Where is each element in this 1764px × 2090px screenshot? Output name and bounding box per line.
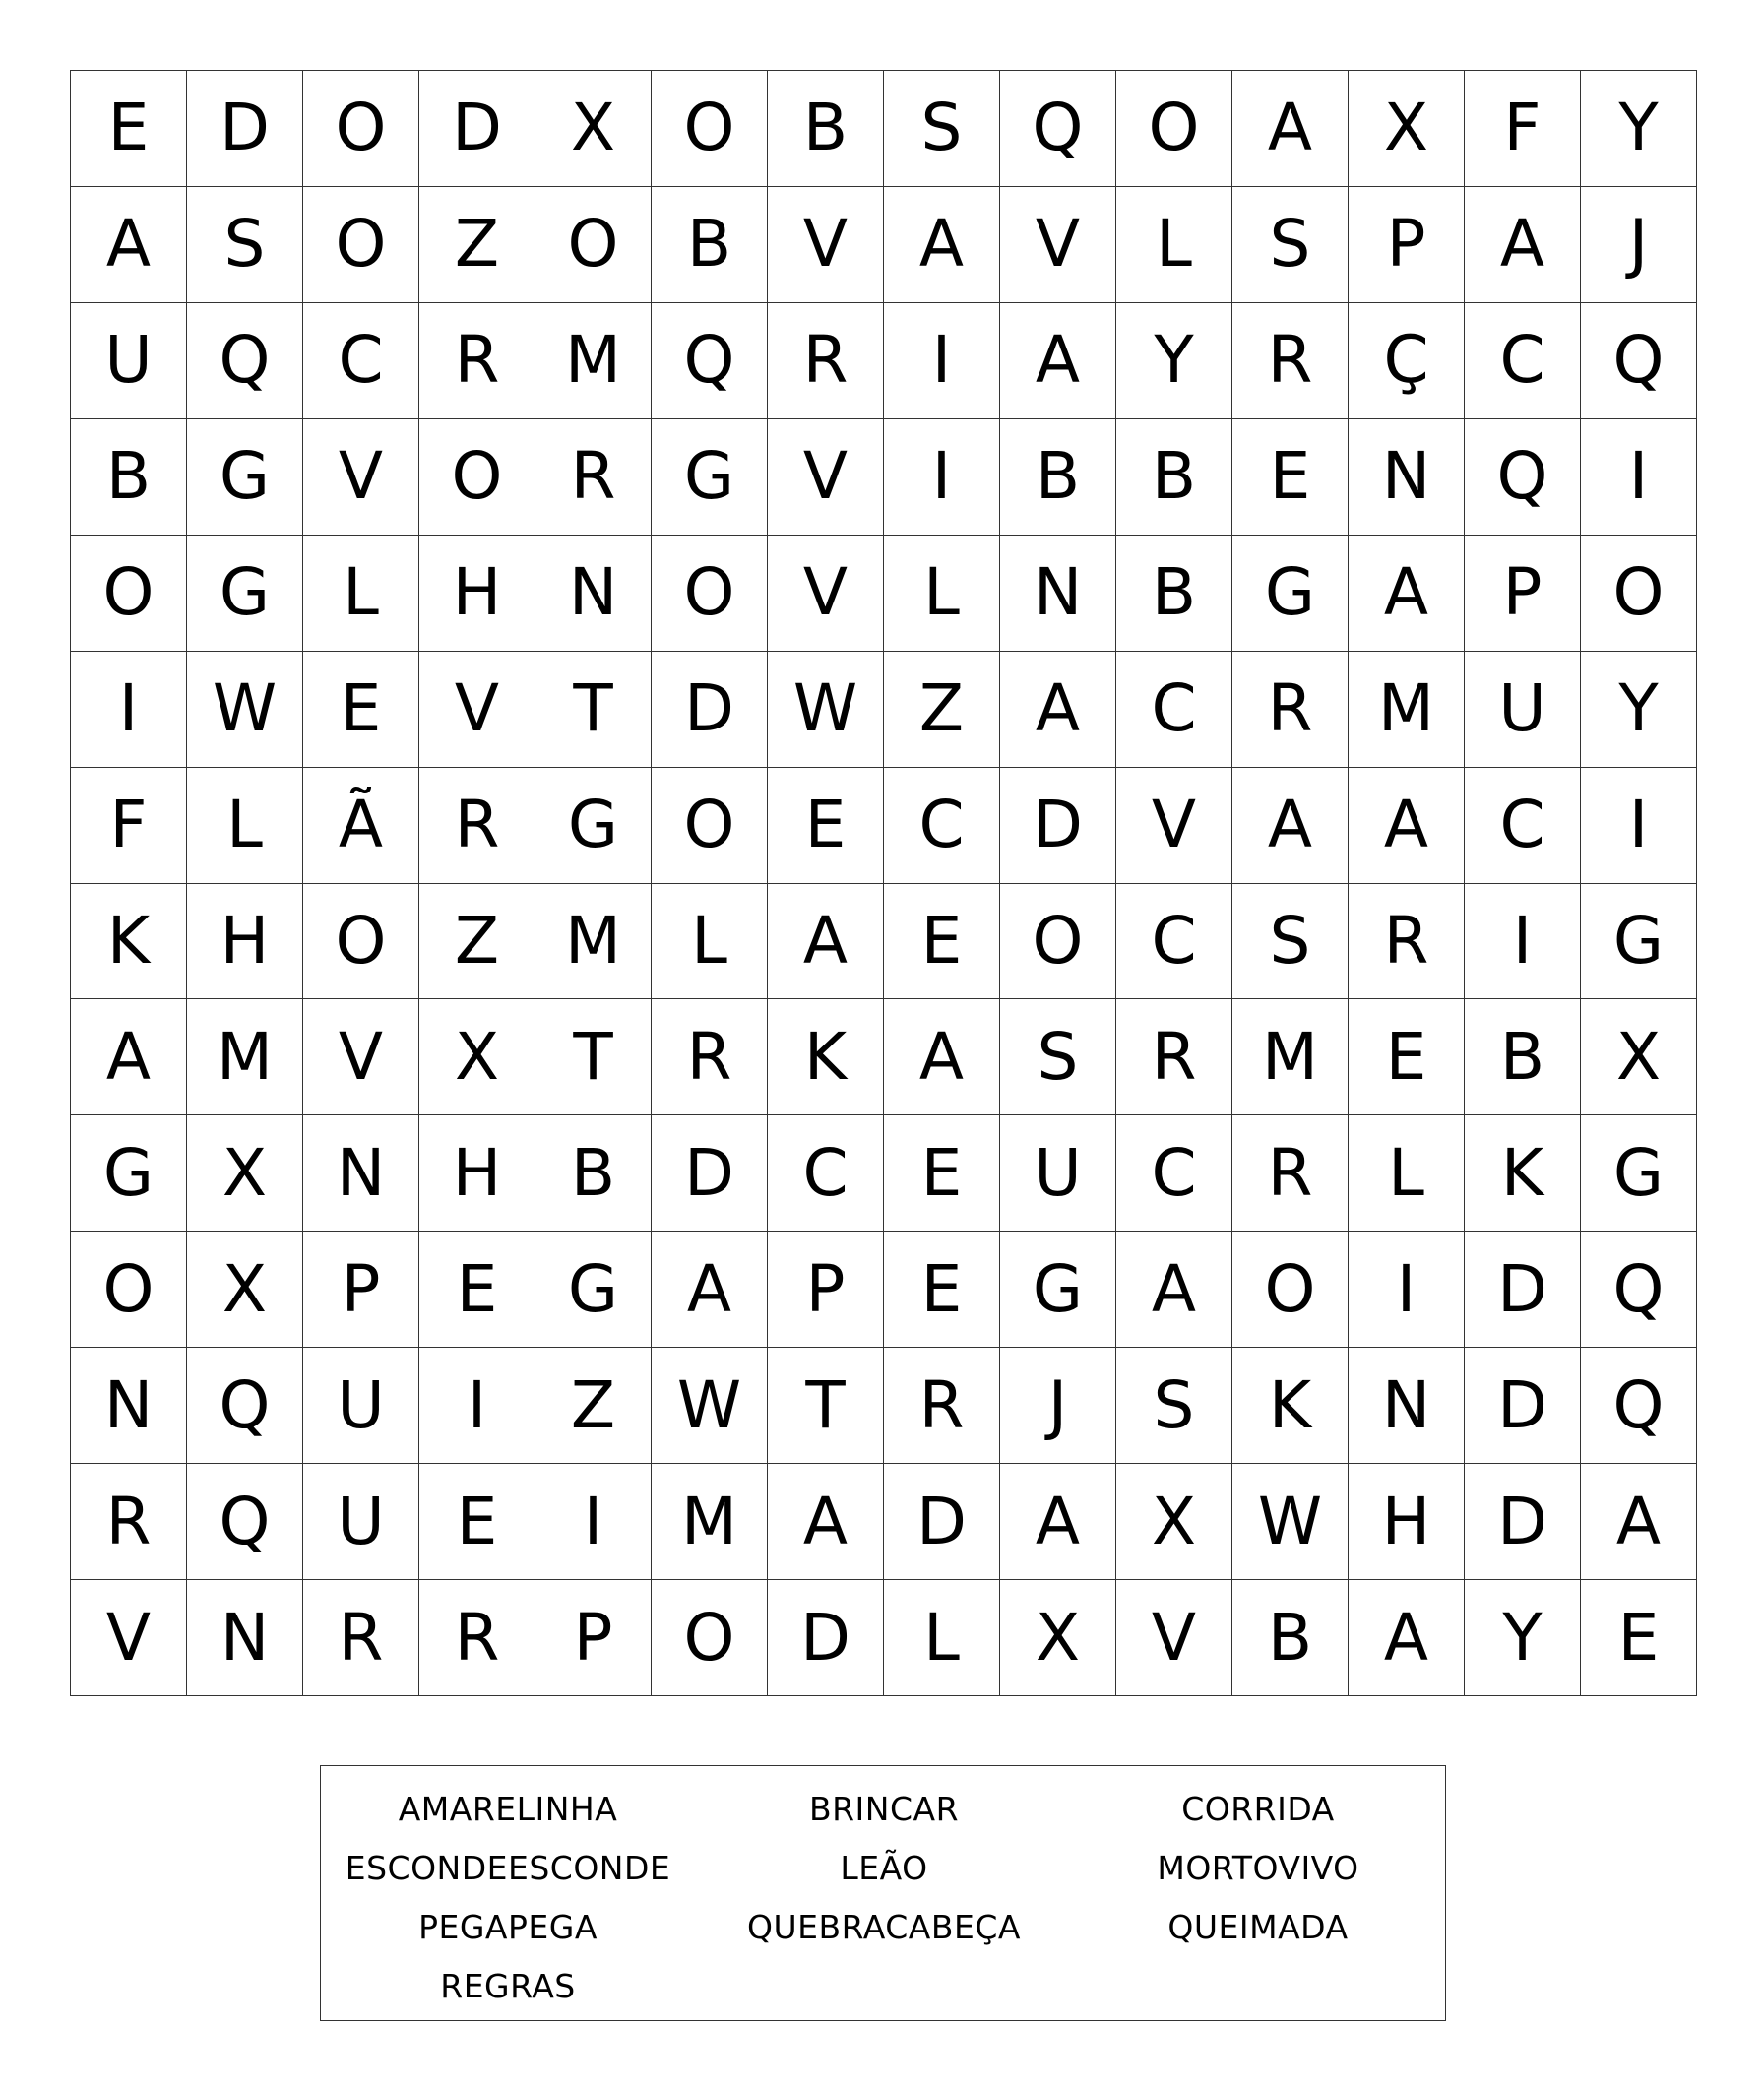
grid-cell[interactable]: D xyxy=(884,1464,1000,1580)
grid-cell[interactable]: L xyxy=(884,1580,1000,1696)
grid-cell[interactable]: H xyxy=(187,884,303,1000)
grid-cell[interactable]: E xyxy=(419,1464,536,1580)
grid-cell[interactable]: B xyxy=(1000,419,1116,536)
grid-cell[interactable]: E xyxy=(884,1115,1000,1232)
word-item: REGRAS xyxy=(440,1967,576,2005)
grid-cell[interactable]: G xyxy=(1581,1115,1697,1232)
grid-cell[interactable]: A xyxy=(1349,1580,1465,1696)
grid-cell[interactable]: A xyxy=(884,187,1000,303)
grid-cell[interactable]: L xyxy=(1116,187,1232,303)
grid-cell[interactable]: S xyxy=(1232,187,1349,303)
word-item: QUEBRACABEÇA xyxy=(747,1908,1021,1946)
grid-cell[interactable]: G xyxy=(1000,1232,1116,1348)
grid-cell[interactable]: G xyxy=(71,1115,187,1232)
grid-cell[interactable]: E xyxy=(1232,419,1349,536)
word-item: BRINCAR xyxy=(808,1790,960,1828)
word-item: ESCONDEESCONDE xyxy=(345,1849,671,1887)
letter-grid xyxy=(70,70,1697,1696)
grid-cell[interactable]: V xyxy=(1116,1580,1232,1696)
grid-cell[interactable]: Q xyxy=(1581,303,1697,419)
grid-cell[interactable]: G xyxy=(1581,884,1697,1000)
grid-cell[interactable]: L xyxy=(1349,1115,1465,1232)
grid-cell[interactable]: H xyxy=(1349,1464,1465,1580)
grid-cell[interactable]: V xyxy=(768,536,884,652)
grid-cell[interactable]: E xyxy=(768,768,884,884)
grid-cell[interactable]: Q xyxy=(187,1348,303,1464)
grid-cell[interactable]: A xyxy=(1000,1464,1116,1580)
grid-cell[interactable]: R xyxy=(652,999,768,1115)
grid-cell[interactable]: O xyxy=(303,187,419,303)
grid-cell[interactable]: D xyxy=(768,1580,884,1696)
grid-cell[interactable]: M xyxy=(536,884,652,1000)
grid-cell[interactable]: B xyxy=(71,419,187,536)
grid-cell[interactable]: X xyxy=(1000,1580,1116,1696)
grid-cell[interactable]: A xyxy=(1116,1232,1232,1348)
grid-cell[interactable]: Ç xyxy=(1349,303,1465,419)
grid-cell[interactable]: Q xyxy=(1581,1348,1697,1464)
grid-cell[interactable]: E xyxy=(884,1232,1000,1348)
grid-cell[interactable]: A xyxy=(1000,303,1116,419)
grid-cell[interactable]: O xyxy=(1000,884,1116,1000)
grid-cell[interactable]: P xyxy=(768,1232,884,1348)
grid-cell[interactable]: V xyxy=(1116,768,1232,884)
grid-cell[interactable]: D xyxy=(187,71,303,187)
grid-cell[interactable]: Q xyxy=(1465,419,1581,536)
grid-cell[interactable]: Q xyxy=(187,1464,303,1580)
grid-cell[interactable]: A xyxy=(652,1232,768,1348)
grid-cell[interactable]: I xyxy=(1581,768,1697,884)
word-item: LEÃO xyxy=(840,1849,928,1887)
grid-cell[interactable]: A xyxy=(1349,768,1465,884)
grid-cell[interactable]: H xyxy=(419,1115,536,1232)
grid-cell[interactable]: P xyxy=(536,1580,652,1696)
grid-cell[interactable]: T xyxy=(768,1348,884,1464)
grid-cell[interactable]: I xyxy=(884,419,1000,536)
grid-cell[interactable]: Y xyxy=(1116,303,1232,419)
word-item: QUEIMADA xyxy=(1167,1908,1349,1946)
grid-cell[interactable]: X xyxy=(187,1115,303,1232)
grid-cell[interactable]: R xyxy=(768,303,884,419)
grid-cell[interactable]: K xyxy=(1465,1115,1581,1232)
grid-cell[interactable]: O xyxy=(536,187,652,303)
word-list-column-1 xyxy=(321,1780,695,2016)
grid-cell[interactable]: A xyxy=(1232,71,1349,187)
grid-cell[interactable]: A xyxy=(884,999,1000,1115)
grid-cell[interactable]: W xyxy=(1232,1464,1349,1580)
grid-cell[interactable]: O xyxy=(419,419,536,536)
grid-cell[interactable]: N xyxy=(71,1348,187,1464)
grid-cell[interactable]: C xyxy=(1116,652,1232,768)
grid-cell[interactable]: D xyxy=(652,652,768,768)
grid-cell[interactable]: Z xyxy=(884,652,1000,768)
grid-cell[interactable]: X xyxy=(419,999,536,1115)
grid-cell[interactable]: U xyxy=(1000,1115,1116,1232)
grid-cell[interactable]: A xyxy=(1232,768,1349,884)
grid-cell[interactable]: G xyxy=(1232,536,1349,652)
grid-cell[interactable]: O xyxy=(303,884,419,1000)
grid-cell[interactable]: E xyxy=(1349,999,1465,1115)
grid-cell[interactable]: V xyxy=(768,419,884,536)
grid-cell[interactable]: O xyxy=(652,71,768,187)
grid-cell[interactable]: W xyxy=(768,652,884,768)
grid-cell[interactable]: U xyxy=(303,1348,419,1464)
grid-cell[interactable]: R xyxy=(1232,1115,1349,1232)
grid-cell[interactable]: N xyxy=(1349,419,1465,536)
grid-cell[interactable]: O xyxy=(1232,1232,1349,1348)
grid-cell[interactable]: C xyxy=(1116,1115,1232,1232)
grid-cell[interactable]: V xyxy=(71,1580,187,1696)
grid-cell[interactable]: A xyxy=(1000,652,1116,768)
grid-cell[interactable]: W xyxy=(652,1348,768,1464)
grid-cell[interactable]: Q xyxy=(1581,1232,1697,1348)
grid-cell[interactable]: A xyxy=(1581,1464,1697,1580)
grid-cell[interactable]: Q xyxy=(187,303,303,419)
grid-cell[interactable]: S xyxy=(1116,1348,1232,1464)
grid-cell[interactable]: N xyxy=(1000,536,1116,652)
grid-cell[interactable]: S xyxy=(884,71,1000,187)
word-list-column-3 xyxy=(1071,1780,1445,1957)
grid-cell[interactable]: C xyxy=(303,303,419,419)
grid-cell[interactable]: N xyxy=(536,536,652,652)
grid-cell[interactable]: B xyxy=(1465,999,1581,1115)
grid-cell[interactable]: W xyxy=(187,652,303,768)
grid-cell[interactable]: R xyxy=(884,1348,1000,1464)
grid-cell[interactable]: K xyxy=(1232,1348,1349,1464)
grid-cell[interactable]: I xyxy=(536,1464,652,1580)
grid-cell[interactable]: C xyxy=(768,1115,884,1232)
grid-cell[interactable]: Q xyxy=(652,303,768,419)
grid-cell[interactable]: R xyxy=(71,1464,187,1580)
grid-cell[interactable]: R xyxy=(303,1580,419,1696)
grid-cell[interactable]: R xyxy=(1232,303,1349,419)
grid-cell[interactable]: A xyxy=(768,884,884,1000)
grid-cell[interactable]: I xyxy=(1465,884,1581,1000)
grid-cell[interactable]: C xyxy=(884,768,1000,884)
grid-cell[interactable]: S xyxy=(1000,999,1116,1115)
grid-cell[interactable]: Z xyxy=(419,187,536,303)
grid-cell[interactable]: I xyxy=(419,1348,536,1464)
word-list-box xyxy=(320,1765,1446,2021)
grid-cell[interactable]: I xyxy=(1581,419,1697,536)
grid-cell[interactable]: B xyxy=(652,187,768,303)
grid-cell[interactable]: Y xyxy=(1581,652,1697,768)
grid-cell[interactable]: R xyxy=(536,419,652,536)
grid-cell[interactable]: D xyxy=(1000,768,1116,884)
grid-cell[interactable]: Ã xyxy=(303,768,419,884)
grid-cell[interactable]: P xyxy=(303,1232,419,1348)
grid-cell[interactable]: N xyxy=(187,1580,303,1696)
grid-cell[interactable]: D xyxy=(1465,1348,1581,1464)
grid-cell[interactable]: Z xyxy=(419,884,536,1000)
grid-cell[interactable]: R xyxy=(1349,884,1465,1000)
word-item: PEGAPEGA xyxy=(418,1908,598,1946)
grid-cell[interactable]: B xyxy=(1116,536,1232,652)
grid-cell[interactable]: X xyxy=(536,71,652,187)
grid-cell[interactable]: J xyxy=(1000,1348,1116,1464)
grid-cell[interactable]: A xyxy=(71,187,187,303)
grid-cell[interactable]: M xyxy=(536,303,652,419)
grid-cell[interactable]: P xyxy=(1465,536,1581,652)
grid-cell[interactable]: S xyxy=(1232,884,1349,1000)
grid-cell[interactable]: R xyxy=(419,1580,536,1696)
grid-cell[interactable]: I xyxy=(884,303,1000,419)
grid-cell[interactable]: N xyxy=(303,1115,419,1232)
grid-cell[interactable]: M xyxy=(1232,999,1349,1115)
grid-cell[interactable]: O xyxy=(1116,71,1232,187)
grid-cell[interactable]: R xyxy=(1116,999,1232,1115)
grid-cell[interactable]: I xyxy=(71,652,187,768)
grid-cell[interactable]: J xyxy=(1581,187,1697,303)
grid-cell[interactable]: E xyxy=(303,652,419,768)
grid-cell[interactable]: A xyxy=(71,999,187,1115)
grid-cell[interactable]: E xyxy=(71,71,187,187)
grid-cell[interactable]: D xyxy=(1465,1464,1581,1580)
grid-cell[interactable]: C xyxy=(1465,768,1581,884)
grid-cell[interactable]: Z xyxy=(536,1348,652,1464)
grid-cell[interactable]: B xyxy=(1232,1580,1349,1696)
grid-cell[interactable]: Y xyxy=(1581,71,1697,187)
grid-cell[interactable]: H xyxy=(419,536,536,652)
grid-cell[interactable]: D xyxy=(652,1115,768,1232)
grid-cell[interactable]: G xyxy=(187,536,303,652)
grid-cell[interactable]: O xyxy=(652,536,768,652)
word-item: CORRIDA xyxy=(1181,1790,1335,1828)
grid-cell[interactable]: T xyxy=(536,652,652,768)
grid-cell[interactable]: R xyxy=(419,303,536,419)
grid-cell[interactable]: X xyxy=(187,1232,303,1348)
grid-cell[interactable]: G xyxy=(652,419,768,536)
grid-cell[interactable]: O xyxy=(652,1580,768,1696)
grid-cell[interactable]: U xyxy=(1465,652,1581,768)
grid-cell[interactable]: T xyxy=(536,999,652,1115)
grid-cell[interactable]: X xyxy=(1116,1464,1232,1580)
grid-cell[interactable]: O xyxy=(652,768,768,884)
grid-cell[interactable]: Y xyxy=(1465,1580,1581,1696)
grid-cell[interactable]: G xyxy=(187,419,303,536)
grid-cell[interactable]: X xyxy=(1581,999,1697,1115)
grid-cell[interactable]: O xyxy=(71,1232,187,1348)
grid-cell[interactable]: I xyxy=(1349,1232,1465,1348)
grid-cell[interactable]: N xyxy=(1349,1348,1465,1464)
grid-cell[interactable]: B xyxy=(1116,419,1232,536)
grid-cell[interactable]: S xyxy=(187,187,303,303)
grid-cell[interactable]: C xyxy=(1116,884,1232,1000)
grid-cell[interactable]: U xyxy=(303,1464,419,1580)
grid-cell[interactable]: P xyxy=(1349,187,1465,303)
grid-cell[interactable]: E xyxy=(1581,1580,1697,1696)
grid-cell[interactable]: F xyxy=(71,768,187,884)
grid-cell[interactable]: X xyxy=(1349,71,1465,187)
grid-cell[interactable]: C xyxy=(1465,303,1581,419)
grid-cell[interactable]: A xyxy=(1465,187,1581,303)
grid-cell[interactable]: V xyxy=(419,652,536,768)
grid-cell[interactable]: M xyxy=(652,1464,768,1580)
grid-cell[interactable]: B xyxy=(536,1115,652,1232)
grid-cell[interactable]: L xyxy=(303,536,419,652)
grid-cell[interactable]: O xyxy=(71,536,187,652)
grid-cell[interactable]: V xyxy=(768,187,884,303)
grid-cell[interactable]: O xyxy=(303,71,419,187)
grid-cell[interactable]: M xyxy=(187,999,303,1115)
word-item: AMARELINHA xyxy=(398,1790,618,1828)
grid-cell[interactable]: L xyxy=(187,768,303,884)
grid-cell[interactable]: B xyxy=(768,71,884,187)
grid-cell[interactable]: D xyxy=(419,71,536,187)
grid-cell[interactable]: G xyxy=(536,768,652,884)
grid-cell[interactable]: D xyxy=(1465,1232,1581,1348)
word-list-column-2 xyxy=(697,1780,1071,1957)
grid-cell[interactable]: V xyxy=(303,419,419,536)
grid-cell[interactable]: A xyxy=(768,1464,884,1580)
grid-cell[interactable]: L xyxy=(884,536,1000,652)
grid-cell[interactable]: L xyxy=(652,884,768,1000)
grid-cell[interactable]: K xyxy=(71,884,187,1000)
grid-cell[interactable]: R xyxy=(1232,652,1349,768)
grid-cell[interactable]: V xyxy=(1000,187,1116,303)
grid-cell[interactable]: F xyxy=(1465,71,1581,187)
grid-cell[interactable]: V xyxy=(303,999,419,1115)
grid-cell[interactable]: U xyxy=(71,303,187,419)
grid-cell[interactable]: O xyxy=(1581,536,1697,652)
grid-cell[interactable]: K xyxy=(768,999,884,1115)
grid-cell[interactable]: G xyxy=(536,1232,652,1348)
word-item: MORTOVIVO xyxy=(1157,1849,1359,1887)
grid-cell[interactable]: Q xyxy=(1000,71,1116,187)
grid-cell[interactable]: E xyxy=(419,1232,536,1348)
grid-cell[interactable]: R xyxy=(419,768,536,884)
grid-cell[interactable]: A xyxy=(1349,536,1465,652)
grid-cell[interactable]: M xyxy=(1349,652,1465,768)
grid-cell[interactable]: E xyxy=(884,884,1000,1000)
